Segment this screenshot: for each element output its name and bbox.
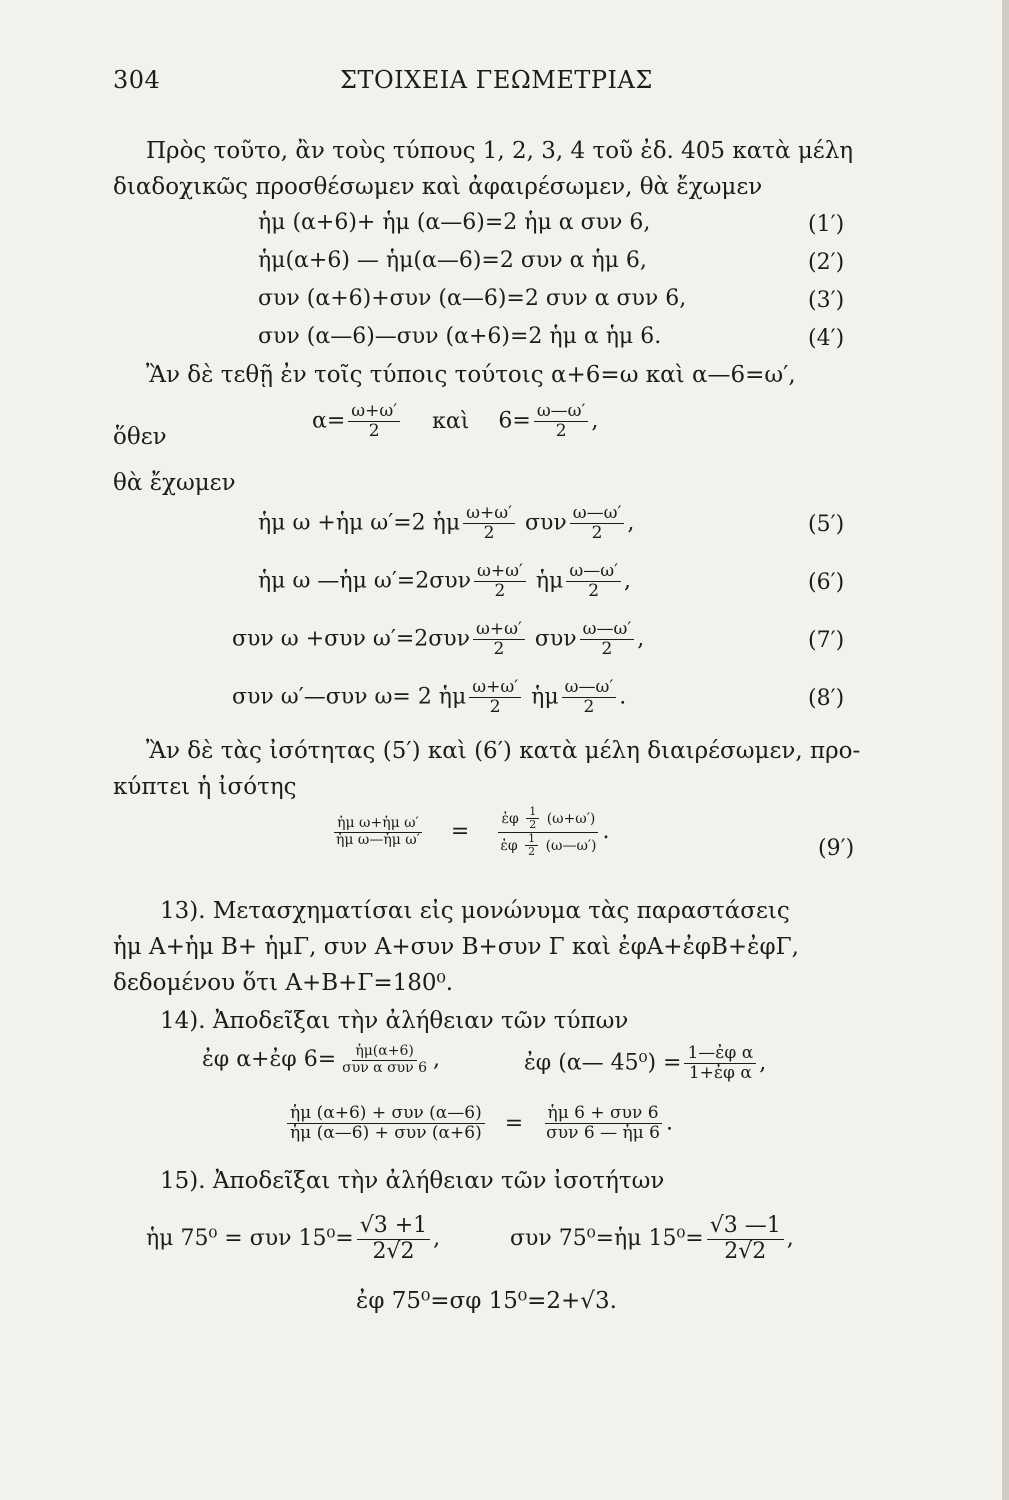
problem-14-line-1: 14). Ἀποδεῖξαι τὴν ἀλήθειαν τῶν τύπων: [160, 1008, 629, 1034]
hothen-label: ὅθεν: [113, 424, 167, 450]
formula-1: ἡμ (α+6)+ ἡμ (α—6)=2 ἡμ α συν 6,: [258, 210, 651, 235]
formula-8: συν ω′—συν ω= 2 ἡμ $\frac{\omega+\omega'}{2}$ ἡμ $\frac{\omega—\omega'}{2}$ .: [232, 677, 627, 718]
page-edge: [1002, 0, 1009, 1500]
formula-5-tag: (5′): [808, 512, 845, 537]
problem-13-line-1: 13). Μετασχηματίσαι εἰς μονώνυμα τὰς παραστάσεις: [160, 898, 790, 924]
problem-14-formula-3: $\frac{\text{ἡμ (α+6) + συν (α—6)}}{\text{ἡμ (α—6) + συν (α+6)}}$ = $\frac{\text{ἡμ 6 + συν 6}}{\text{συν 6 — ἡμ 6}}$ .: [284, 1104, 673, 1143]
formula-9: $\frac{\text{ἡμ ω+ἡμ ω′}}{\text{ἡμ ω—ἡμ ω′}}$ = ἐφ $\frac{1}{2}$ (ω+ω′) ἐφ $\frac{1}{2}$ (ω—ω′) .: [336, 805, 610, 858]
division-line-1: Ἂν δὲ τὰς ἰσότητας (5′) καὶ (6′) κατὰ μέλη διαιρέσωμεν, προ-: [146, 738, 861, 764]
formula-7: συν ω +συν ω′=2συν $\frac{\omega+\omega'}{2}$ συν $\frac{\omega—\omega'}{2}$ ,: [232, 619, 645, 660]
formula-2-tag: (2′): [808, 250, 845, 275]
formula-3: συν (α+6)+συν (α—6)=2 συν α συν 6,: [258, 286, 687, 311]
problem-14-formula-1: ἐφ α+ἐφ 6= $\frac{\text{ἡμ(α+6)}}{\text{συν α συν 6}}$ ,: [202, 1043, 441, 1076]
formula-7-tag: (7′): [808, 628, 845, 653]
intro-line-1: Πρὸς τοῦτο, ἂν τοὺς τύπους 1, 2, 3, 4 τοῦ ἐδ. 405 κατὰ μέλη: [146, 138, 854, 164]
substitution-line: Ἂν δὲ τεθῇ ἐν τοῖς τύποις τούτοις α+6=ω καὶ α—6=ω′,: [146, 362, 796, 388]
formula-3-tag: (3′): [808, 288, 845, 313]
problem-15-formula-a: ἡμ 75⁰ = συν 15⁰= $\frac{√3 +1}{2√2}$ ,: [146, 1213, 441, 1264]
formula-9-tag: (9′): [818, 836, 855, 861]
formula-2: ἡμ(α+6) — ἡμ(α—6)=2 συν α ἡμ 6,: [258, 248, 647, 273]
formula-1-tag: (1′): [808, 212, 845, 237]
tha-exomen-label: θὰ ἔχωμεν: [113, 470, 236, 496]
formula-4: συν (α—6)—συν (α+6)=2 ἡμ α ἡμ 6.: [258, 324, 662, 349]
intro-line-2: διαδοχικῶς προσθέσωμεν καὶ ἀφαιρέσωμεν, θὰ ἔχωμεν: [113, 174, 763, 200]
problem-15-formula-b: συν 75⁰=ἡμ 15⁰= $\frac{√3 —1}{2√2}$ ,: [510, 1213, 794, 1264]
formula-5: ἡμ ω +ἡμ ω′=2 ἡμ $\frac{\omega+\omega'}{2}$ συν $\frac{\omega—\omega'}{2}$ ,: [258, 503, 635, 544]
division-line-2: κύπτει ἡ ἰσότης: [113, 774, 297, 800]
problem-15-line-1: 15). Ἀποδεῖξαι τὴν ἀλήθειαν τῶν ἰσοτήτων: [160, 1168, 665, 1194]
formula-4-tag: (4′): [808, 326, 845, 351]
problem-13-line-3: δεδομένου ὅτι Α+Β+Γ=180⁰.: [113, 970, 454, 996]
formula-8-tag: (8′): [808, 686, 845, 711]
alpha-beta-formula: α= $\frac{\omega+\omega'}{2}$ καὶ 6= $\frac{\omega—\omega'}{2}$ ,: [312, 401, 599, 442]
problem-14-formula-2: ἐφ (α— 45⁰) = $\frac{\text{1—ἐφ α}}{\text{1+ἐφ α}}$ ,: [524, 1043, 767, 1084]
problem-15-formula-c: ἐφ 75⁰=σφ 15⁰=2+√3.: [356, 1288, 617, 1314]
formula-6-tag: (6′): [808, 570, 845, 595]
formula-6: ἡμ ω —ἡμ ω′=2συν $\frac{\omega+\omega'}{2}$ ἡμ $\frac{\omega—\omega'}{2}$ ,: [258, 561, 631, 602]
problem-13-line-2: ἡμ Α+ἡμ Β+ ἡμΓ, συν Α+συν Β+συν Γ καὶ ἐφΑ+ἐφΒ+ἐφΓ,: [113, 934, 799, 960]
running-title: ΣΤΟΙΧΕΙΑ ΓΕΩΜΕΤΡΙΑΣ: [340, 66, 653, 94]
page-number: 304: [113, 66, 161, 94]
